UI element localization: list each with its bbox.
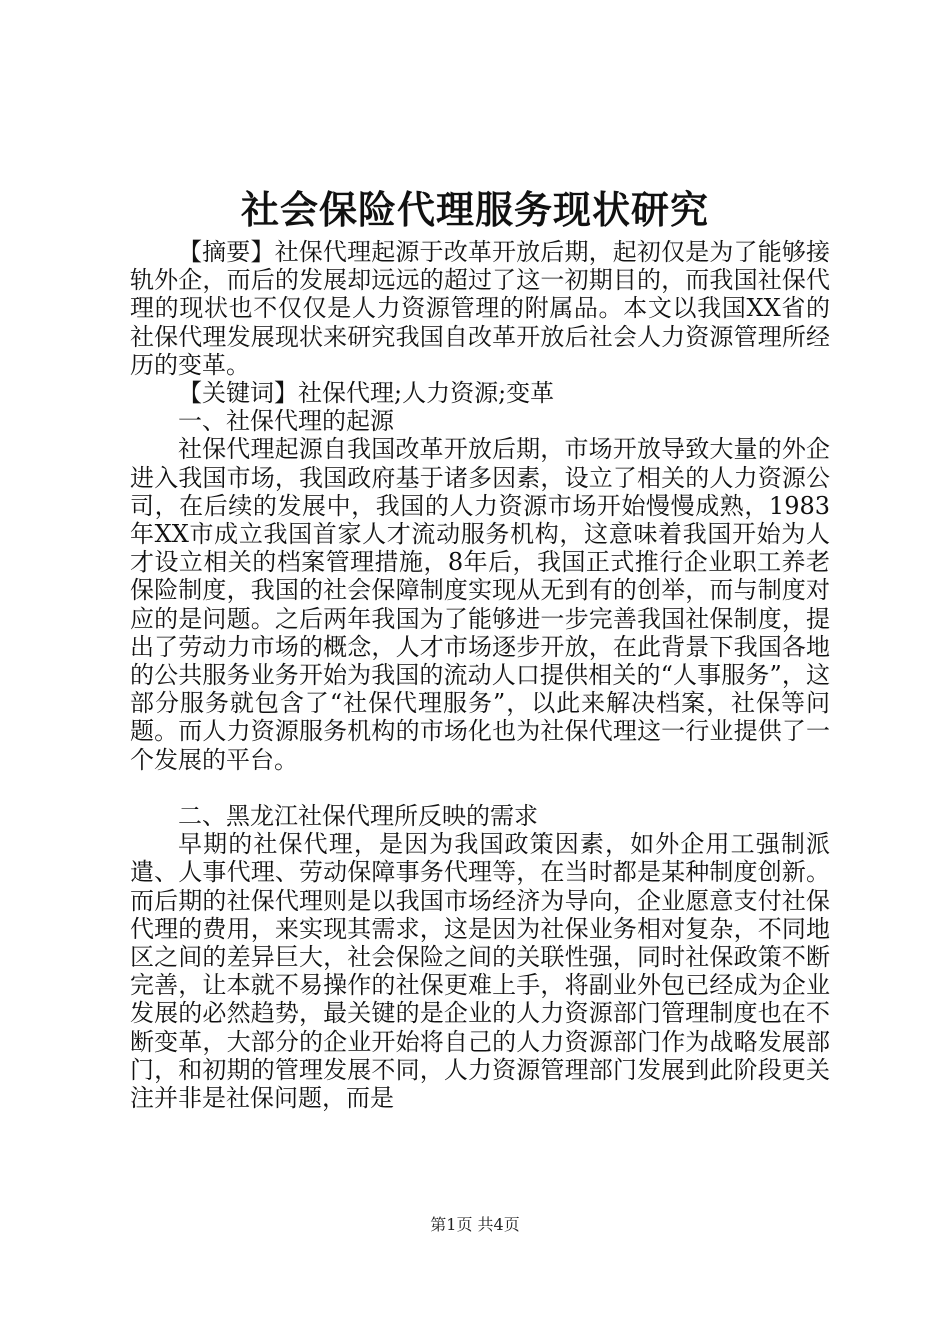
abstract-paragraph: 【摘要】社保代理起源于改革开放后期，起初仅是为了能够接轨外企，而后的发展却远远的超过了这一初期目的，而我国社保代理的现状也不仅仅是人力资源管理的附属品。本文以我国XX省的社保代理发展现状来研究我国自改革开放后社会人力资源管理所经历的变革。 <box>130 238 830 379</box>
keywords-line: 【关键词】社保代理;人力资源;变革 <box>178 379 555 408</box>
section1-paragraph: 社保代理起源自我国改革开放后期，市场开放导致大量的外企进入我国市场，我国政府基于诸多因素，设立了相关的人力资源公司，在后续的发展中，我国的人力资源市场开始慢慢成熟，1983年XX市成立我国首家人才流动服务机构，这意味着我国开始为人才设立相关的档案管理措施，8年后，我国正式推行企业职工养老保险制度，我国的社会保障制度实现从无到有的创举，而与制度对应的是问题。之后两年我国为了能够进一步完善我国社保制度，提出了劳动力市场的概念，人才市场逐步开放，在此背景下我国各地的公共服务业务开始为我国的流动人口提供相关的“人事服务”，这部分服务就包含了“社保代理服务”，以此来解决档案，社保等问题。而人力资源服务机构的市场化也为社保代理这一行业提供了一个发展的平台。 <box>130 435 830 774</box>
section1-heading: 一、社保代理的起源 <box>178 407 394 436</box>
document-title: 社会保险代理服务现状研究 <box>240 187 709 232</box>
document-body <box>130 238 830 1112</box>
section2-paragraph: 早期的社保代理，是因为我国政策因素，如外企用工强制派遣、人事代理、劳动保障事务代理等，在当时都是某种制度创新。而后期的社保代理则是以我国市场经济为导向，企业愿意支付社保代理的费用，来实现其需求，这是因为社保业务相对复杂，不同地区之间的差异巨大，社会保险之间的关联性强，同时社保政策不断完善，让本就不易操作的社保更难上手，将副业外包已经成为企业发展的必然趋势，最关键的是企业的人力资源部门管理制度也在不断变革，大部分的企业开始将自己的人力资源部门作为战略发展部门，和初期的管理发展不同，人力资源管理部门发展到此阶段更关注并非是社保问题，而是 <box>130 830 830 1113</box>
page-footer: 第1页 共4页 <box>430 1215 520 1234</box>
paragraph-gap <box>130 774 830 802</box>
section2-heading: 二、黑龙江社保代理所反映的需求 <box>178 802 538 831</box>
